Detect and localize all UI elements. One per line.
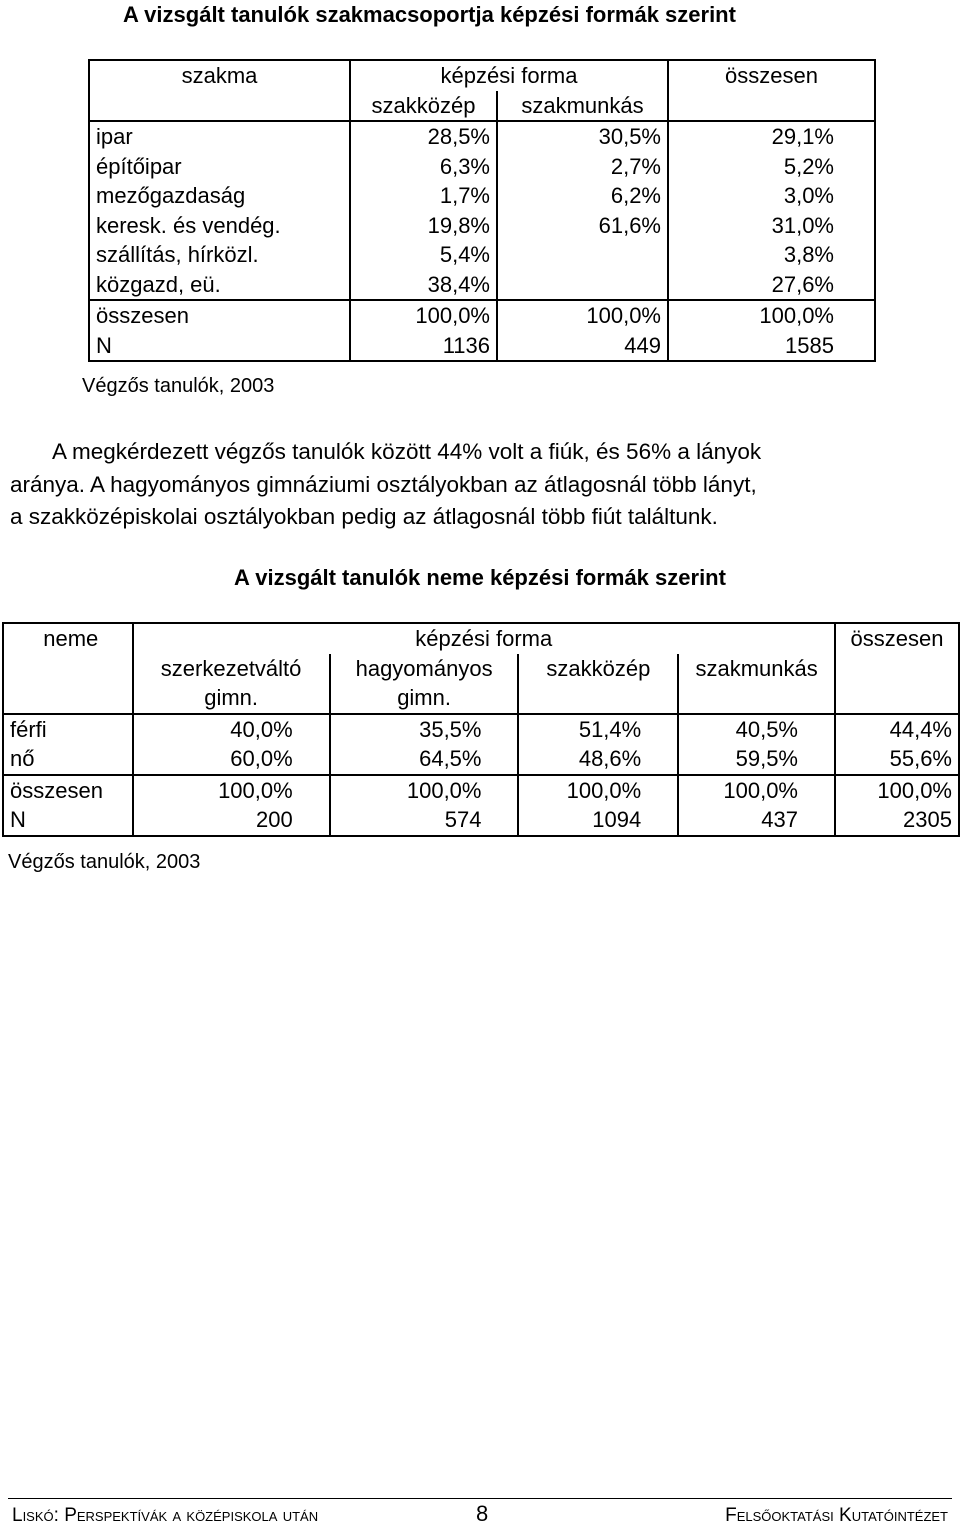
header-szakmunkas: szakmunkás xyxy=(678,654,835,684)
footer-divider xyxy=(8,1498,952,1499)
table2-source: Végzős tanulók, 2003 xyxy=(8,851,201,873)
header-szakmunkas: szakmunkás xyxy=(497,91,668,122)
header-gimn: gimn. xyxy=(330,683,519,714)
table-row: keresk. és vendég. 19,8% 61,6% 31,0% xyxy=(89,211,875,241)
footer-institution: Felsőoktatási Kutatóintézet xyxy=(725,1505,948,1526)
table-total-row: összesen 100,0% 100,0% 100,0% xyxy=(89,300,875,331)
table-n-row: N 200 574 1094 437 2305 xyxy=(3,805,959,836)
header-neme: neme xyxy=(43,626,99,651)
table2-title: A vizsgált tanulók neme képzési formák szerint xyxy=(234,565,726,590)
table-row: közgazd, eü. 38,4% 27,6% xyxy=(89,270,875,301)
table-row: férfi 40,0% 35,5% 51,4% 40,5% 44,4% xyxy=(3,714,959,745)
table-row: nő 60,0% 64,5% 48,6% 59,5% 55,6% xyxy=(3,744,959,775)
header-kepzesi-forma: képzési forma xyxy=(133,623,835,654)
header-szakkozep: szakközép xyxy=(350,91,497,122)
table-total-row: összesen 100,0% 100,0% 100,0% 100,0% 100,0% xyxy=(3,775,959,806)
paragraph-line: A megkérdezett végzős tanulók között 44% volt a fiúk, és 56% a lányok xyxy=(52,439,762,464)
table-row: mezőgazdaság 1,7% 6,2% 3,0% xyxy=(89,181,875,211)
header-osszesen: összesen xyxy=(668,60,875,91)
table-row: szállítás, hírközl. 5,4% 3,8% xyxy=(89,240,875,270)
table1-title: A vizsgált tanulók szakmacsoportja képzési formák szerint xyxy=(123,2,736,27)
table-gender xyxy=(2,622,960,837)
header-hagyomanyos: hagyományos xyxy=(330,654,519,684)
header-osszesen: összesen xyxy=(835,623,959,654)
header-kepzesi-forma: képzési forma xyxy=(350,60,668,91)
header-szakma: szakma xyxy=(181,63,258,88)
header-szerkezetvalto: szerkezetváltó xyxy=(133,654,330,684)
paragraph-line: aránya. A hagyományos gimnáziumi osztályokban az átlagosnál több lányt, xyxy=(10,471,757,497)
table1-source: Végzős tanulók, 2003 xyxy=(82,375,275,397)
footer-author-title: Liskó: Perspektívák a középiskola után xyxy=(12,1505,319,1526)
header-gimn: gimn. xyxy=(133,683,330,714)
table-n-row: N 1136 449 1585 xyxy=(89,331,875,362)
table-row: építőipar 6,3% 2,7% 5,2% xyxy=(89,152,875,182)
paragraph-line: a szakközépiskolai osztályokban pedig az átlagosnál több fiút találtunk. xyxy=(10,504,718,529)
body-paragraph xyxy=(10,436,954,534)
table-row: ipar 28,5% 30,5% 29,1% xyxy=(89,121,875,152)
header-szakkozep: szakközép xyxy=(518,654,678,684)
table-training-groups xyxy=(88,59,876,362)
page-number: 8 xyxy=(476,1501,489,1526)
